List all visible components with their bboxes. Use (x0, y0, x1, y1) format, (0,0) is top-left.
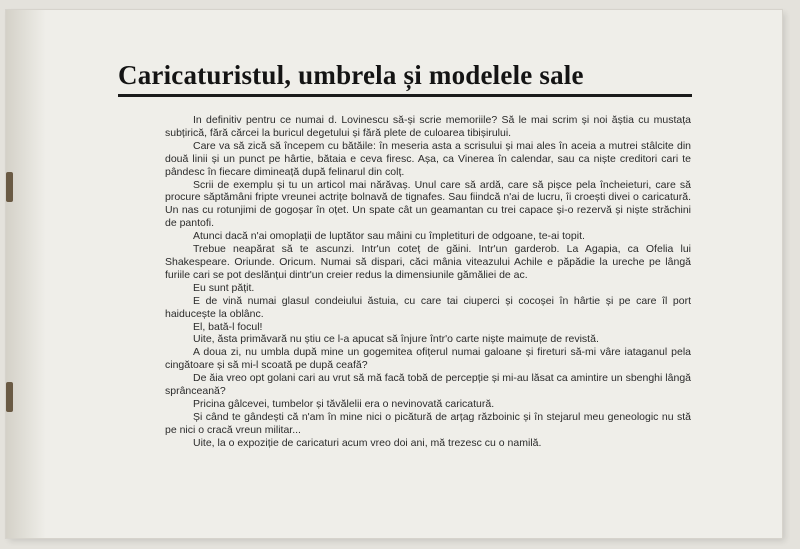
paragraph: Pricina gâlcevei, tumbelor și tăvălelii era o nevinovată caricatură. (193, 397, 495, 410)
title-underline (118, 94, 692, 97)
page-title: Caricaturistul, umbrela și modelele sale (118, 60, 584, 90)
paragraph: Trebue neapărat să te ascunzi. Intr'un coteț de găini. Intr'un garderob. La Agapia, ca Ofelia lui Shakespeare. Oriunde. Oricum. Numai să dispari, căci mânia viteazului Achile e păpădie la ureche pe lângă furiile cari se pot deslănțui dintr'un creier redus la dimensiunile gămăliei de ac. (165, 243, 691, 281)
paragraph: Și când te gândești că n'am în mine nici o picătură de arțag războinic și în stejarul meu geneologic nu stă pe nici o cracă vreun militar... (165, 410, 691, 436)
article-body (165, 114, 691, 450)
paragraph: E de vină numai glasul condeiului ăstuia, cu care tai ciuperci și cocoșei în hârtie și pe care îl port haiducește la oblânc. (165, 294, 691, 320)
paragraph: A doua zi, nu umbla după mine un gogemitea ofițerul numai galoane și fireturi să-mi vâre iataganul pela cingătoare și să mi-l scoată pe după ceafă? (165, 346, 691, 372)
paragraph: El, bată-l focul! (193, 320, 263, 333)
paragraph: Scrii de exemplu și tu un articol mai nărăvaș. Unul care să ardă, care să pișce pela încheieturi, care să procure săptămâni fripte vreunei actrițe bolnavă de tignafes. Sau fiindcă n'ai de lucru, îi croești divei o caricatură. Un nas cu rotunjimi de gogoșar în oțet. Un spate cât un geamantan cu trei capace și-o rezervă și niște străchini de pantofi. (165, 178, 691, 230)
paragraph: De ăia vreo opt golani cari au vrut să mă facă tobă de percepție și mi-au lăsat ca amintire un sbenghi lângă sprânceană? (165, 372, 691, 398)
paragraph: Care va să zică să începem cu bătăile: în meseria asta a scrisului și mai ales în aceia a mutrei stâlcite din două linii și un punct pe hârtie, bătaia e ceva firesc. Așa, ca Vinerea în calendar, sau ca niște creditori cari te pândesc în fiecare dimineață după felinarul din colț. (165, 139, 691, 178)
paragraph: In definitiv pentru ce numai d. Lovinescu să-și scrie memoriile? Să le mai scrim și noi ăștia cu mustața subțirică, fără cărcei la buricul degetului și fără plete de culoarea tibișirului. (165, 114, 691, 139)
binding-ring-bottom (6, 382, 13, 412)
paragraph: Eu sunt pățit. (193, 281, 255, 294)
binding-ring-top (6, 172, 13, 202)
paragraph: Atunci dacă n'ai omoplații de luptător sau mâini cu împletituri de odgoane, te-ai topit. (193, 230, 585, 243)
paragraph: Uite, ăsta primăvară nu știu ce l-a apucat să înjure într'o carte niște maimuțe de revistă. (193, 333, 599, 346)
paragraph: Uite, la o expoziție de caricaturi acum vreo doi ani, mă trezesc cu o namilă. (193, 436, 542, 449)
